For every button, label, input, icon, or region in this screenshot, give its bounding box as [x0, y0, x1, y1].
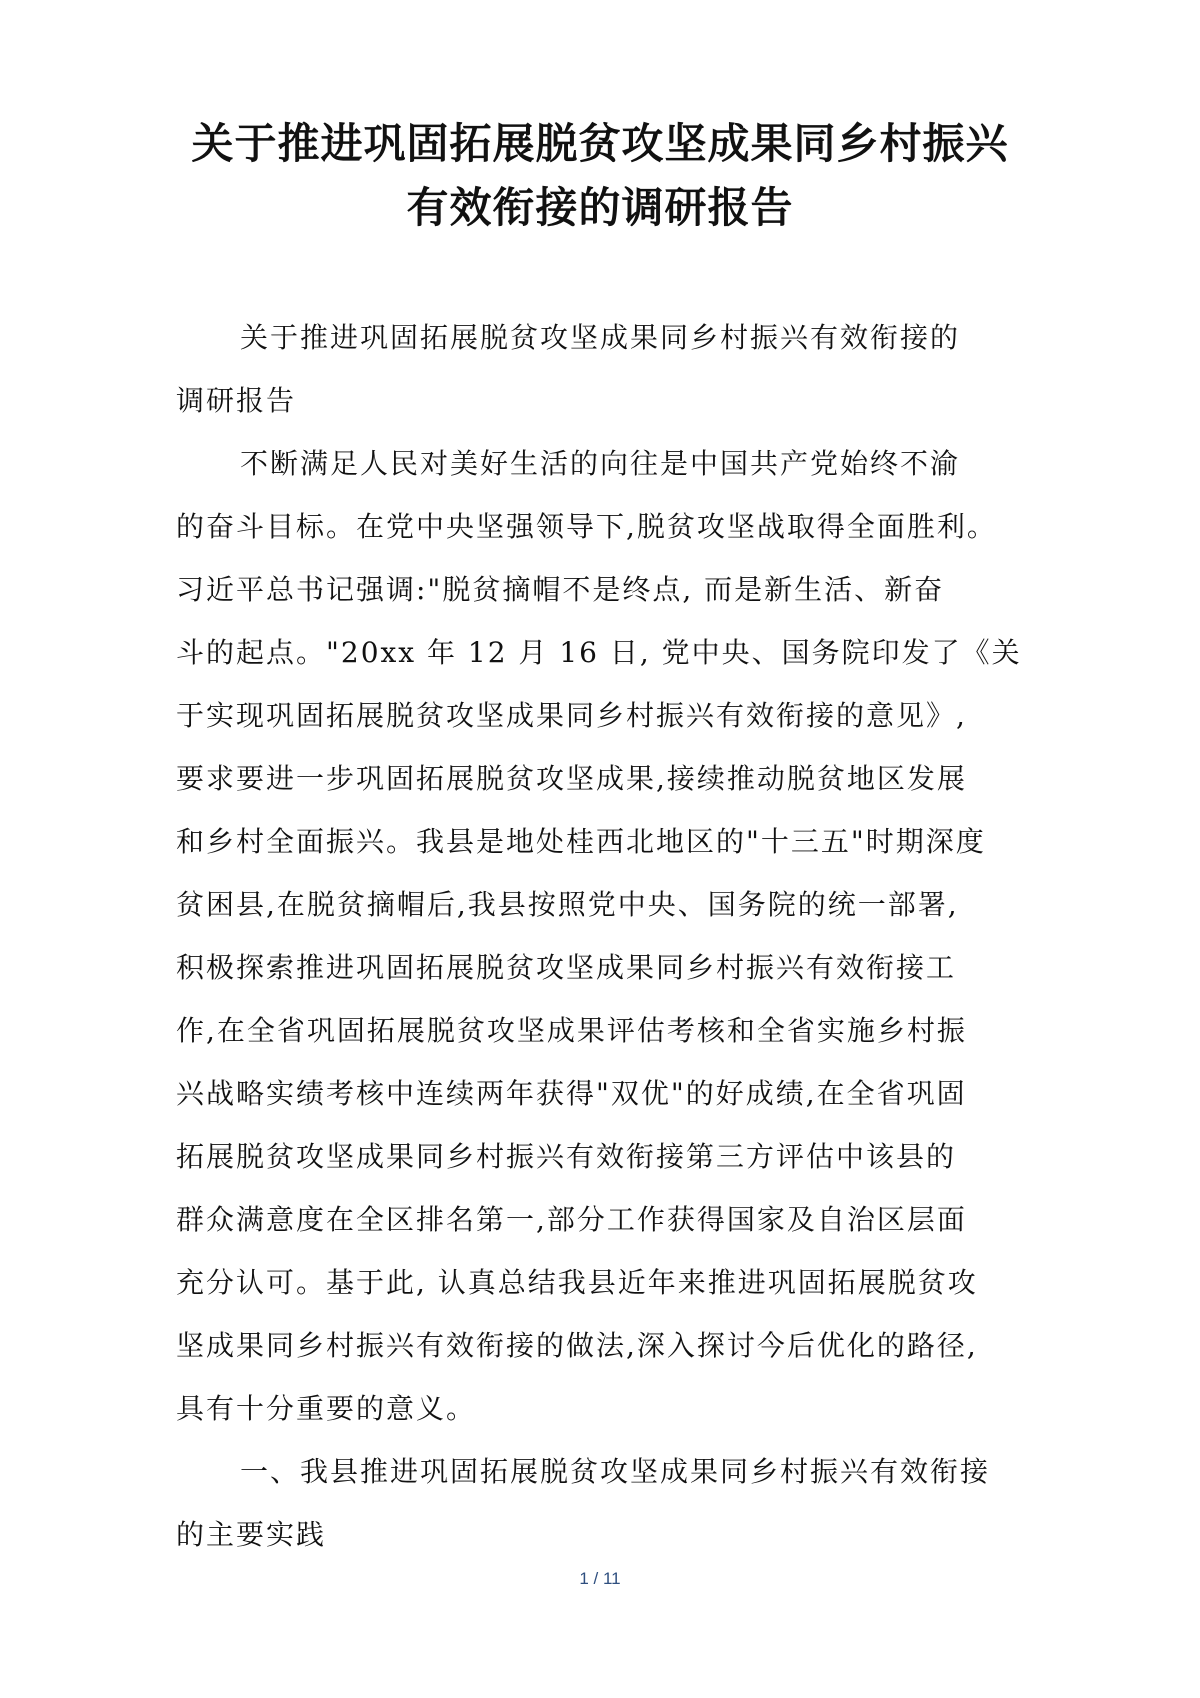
document-body — [176, 306, 1056, 1566]
paragraph-section-heading — [176, 1440, 1056, 1566]
text-line: 坚成果同乡村振兴有效衔接的做法,深入探讨今后优化的路径, — [176, 1329, 978, 1362]
text-line: 习近平总书记强调:"脱贫摘帽不是终点, 而是新生活、新奋 — [176, 573, 945, 606]
title-line: 有效衔接的调研报告 — [406, 183, 794, 232]
paragraph-introduction — [176, 432, 1056, 1440]
text-line: 拓展脱贫攻坚成果同乡村振兴有效衔接第三方评估中该县的 — [176, 1140, 957, 1173]
text-line: 斗的起点。"20xx 年 12 月 16 日, 党中央、国务院印发了《关 — [176, 636, 1022, 669]
text-line: 一、我县推进巩固拓展脱贫攻坚成果同乡村振兴有效衔接 — [240, 1455, 991, 1488]
text-line: 于实现巩固拓展脱贫攻坚成果同乡村振兴有效衔接的意见》, — [176, 699, 967, 732]
text-line: 群众满意度在全区排名第一,部分工作获得国家及自治区层面 — [176, 1203, 967, 1236]
page-number: 1 / 11 — [579, 1569, 621, 1588]
text-line: 调研报告 — [176, 384, 297, 417]
text-line: 和乡村全面振兴。我县是地处桂西北地区的"十三五"时期深度 — [176, 825, 986, 858]
text-line: 不断满足人民对美好生活的向往是中国共产党始终不渝 — [240, 447, 961, 480]
text-line: 兴战略实绩考核中连续两年获得"双优"的好成绩,在全省巩固 — [176, 1077, 967, 1110]
paragraph-report-title — [176, 306, 1056, 432]
text-line: 的奋斗目标。在党中央坚强领导下,脱贫攻坚战取得全面胜利。 — [176, 510, 997, 543]
text-line: 具有十分重要的意义。 — [176, 1392, 477, 1425]
title-line: 关于推进巩固拓展脱贫攻坚成果同乡村振兴 — [191, 119, 1009, 168]
text-line: 要求要进一步巩固拓展脱贫攻坚成果,接续推动脱贫地区发展 — [176, 762, 967, 795]
text-line: 积极探索推进巩固拓展脱贫攻坚成果同乡村振兴有效衔接工 — [176, 951, 957, 984]
text-line: 关于推进巩固拓展脱贫攻坚成果同乡村振兴有效衔接的 — [240, 321, 961, 354]
text-line: 的主要实践 — [176, 1518, 327, 1551]
text-line: 充分认可。基于此, 认真总结我县近年来推进巩固拓展脱贫攻 — [176, 1266, 978, 1299]
text-line: 贫困县,在脱贫摘帽后,我县按照党中央、国务院的统一部署, — [176, 888, 959, 921]
text-line: 作,在全省巩固拓展脱贫攻坚成果评估考核和全省实施乡村振 — [176, 1014, 967, 1047]
document-title — [150, 112, 1050, 240]
